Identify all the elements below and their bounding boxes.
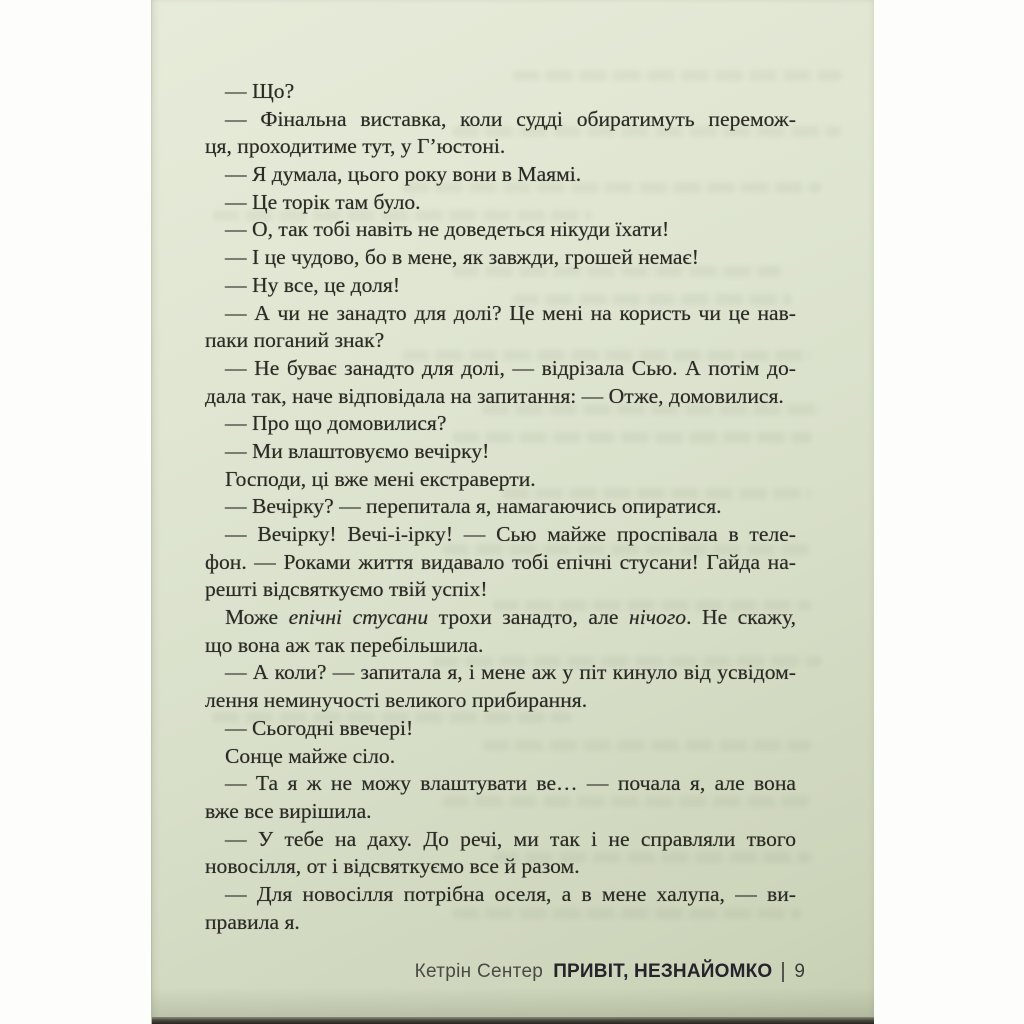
text-segment: новосілля, от і відсвяткуємо все й разом.	[205, 854, 580, 879]
text-line	[205, 770, 796, 798]
text-segment: — І це чудово, бо в мене, як завжди, грошей немає!	[225, 245, 699, 270]
text-line	[205, 410, 796, 438]
text-segment: — Я думала, цього року вони в Маямі.	[225, 162, 582, 187]
text-segment: ця, проходитиме тут, у Г’юстоні.	[205, 134, 506, 159]
text-line	[205, 161, 796, 189]
text-segment: Може	[225, 605, 289, 630]
text-segment-italic: нічого	[629, 605, 687, 630]
text-segment: — Сьогодні ввечері!	[225, 715, 414, 740]
text-line	[205, 549, 796, 577]
text-line	[205, 604, 796, 632]
scan-margin-right	[874, 0, 1024, 1024]
text-segment: — А коли? — запитала я, і мене аж у піт кинуло від усвідом-	[225, 660, 796, 685]
book-page	[151, 0, 874, 1024]
text-segment: лення неминучості великого прибирання.	[205, 688, 588, 713]
text-segment: — Що?	[225, 79, 295, 103]
text-segment: що вона аж так перебільшила.	[205, 632, 484, 657]
text-segment: — Для новосілля потрібна оселя, а в мене халупа, — ви-	[225, 881, 796, 906]
text-line	[205, 106, 796, 134]
text-segment: — Ну все, це доля!	[225, 272, 401, 297]
footer-book-title: ПРИВІТ, НЕЗНАЙОМКО	[553, 961, 773, 982]
text-line	[205, 300, 796, 328]
page-bottom-shadow	[152, 987, 874, 1017]
text-segment: — Фінальна виставка, коли судді обиратимуть перемож-	[225, 106, 796, 131]
text-line	[205, 881, 796, 909]
text-line	[205, 493, 796, 521]
text-segment: Господи, ці вже мені екстраверти.	[225, 466, 536, 491]
text-segment: — Це торік там було.	[225, 189, 421, 214]
text-line	[205, 244, 796, 272]
text-line	[205, 521, 796, 549]
text-line	[205, 355, 796, 383]
scan-margin-left	[0, 0, 151, 1024]
text-line	[205, 78, 796, 106]
text-line	[205, 687, 796, 715]
text-segment: — Вечірку! Вечі-і-ірку! — Сью майже проспівала в теле-	[225, 522, 796, 546]
text-segment: — Та я ж не можу влаштувати ве… — почала я, але вона	[225, 771, 796, 796]
text-segment: — У тебе на даху. До речі, ми так і не справляли твого	[225, 826, 796, 851]
body-text	[205, 78, 796, 936]
text-line	[205, 798, 796, 826]
text-segment: — О, так тобі навіть не доведеться нікуди їхати!	[225, 217, 670, 242]
text-segment: фон. — Роками життя видавало тобі епічні стусани! Гайда на-	[205, 549, 796, 574]
text-line	[205, 853, 796, 881]
footer-author: Кетрін Сентер	[414, 961, 544, 982]
text-segment: вже все вирішила.	[205, 798, 372, 823]
running-footer	[415, 961, 805, 983]
text-line	[205, 715, 796, 743]
text-segment-italic: епічні стусани	[288, 605, 429, 630]
text-segment: решті відсвяткуємо твій успіх!	[205, 577, 488, 602]
text-line	[205, 133, 796, 161]
text-line	[205, 272, 796, 300]
text-segment: паки поганий знак?	[205, 328, 385, 353]
text-segment: правила я.	[205, 909, 300, 934]
footer-page-number: 9	[794, 961, 805, 982]
text-line	[205, 632, 796, 660]
text-line	[205, 826, 796, 854]
text-segment: — Про що домовилися?	[225, 411, 447, 436]
text-line	[205, 659, 796, 687]
text-line	[205, 466, 796, 494]
text-segment: — А чи не занадто для долі? Це мені на користь чи це нав-	[225, 300, 796, 325]
text-segment: — Не буває занадто для долі, — відрізала Сью. А потім до-	[225, 355, 796, 380]
text-segment: Сонце майже сіло.	[225, 743, 396, 768]
text-segment: — Ми влаштовуємо вечірку!	[225, 438, 490, 463]
text-line	[205, 909, 796, 937]
text-line	[205, 576, 796, 604]
text-line	[205, 383, 796, 411]
text-line	[205, 743, 796, 771]
text-line	[205, 438, 796, 466]
text-segment: дала так, наче відповідала на запитання: — Отже, домовилися.	[205, 383, 784, 408]
text-segment: трохи занадто, але	[428, 605, 630, 630]
footer-separator-bar	[782, 962, 784, 982]
text-segment: . Не скажу,	[686, 605, 796, 630]
text-line	[205, 189, 796, 217]
text-segment: — Вечірку? — перепитала я, намагаючись опиратися.	[225, 494, 722, 519]
text-line	[205, 327, 796, 355]
text-line	[205, 216, 796, 244]
